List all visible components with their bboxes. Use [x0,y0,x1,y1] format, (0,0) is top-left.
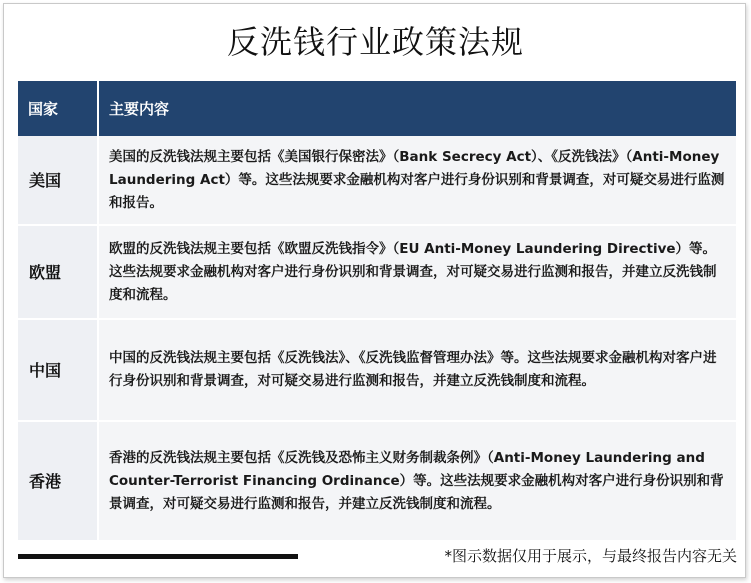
policy-table [18,81,736,542]
content-cell: 香港的反洗钱法规主要包括《反洗钱及恐怖主义财务制裁条例》（Anti-Money Laundering and Counter-Terrorist Financing Ordinance）等。这些法规要求金融机构对客户进行身份识别和背景调查，对可疑交易进行监测和报告，并建立反洗钱制度和流程。 [98,421,736,541]
table-row [18,319,736,421]
content-cell: 欧盟的反洗钱法规主要包括《欧盟反洗钱指令》（EU Anti-Money Laundering Directive）等。这些法规要求金融机构对客户进行身份识别和背景调查，对可疑交易进行监测和报告，并建立反洗钱制度和流程。 [98,225,736,319]
column-header-country: 国家 [18,81,98,136]
column-header-content: 主要内容 [98,81,736,136]
country-cell: 美国 [18,136,98,225]
page-title: 反洗钱行业政策法规 [226,23,524,61]
country-cell: 欧盟 [18,225,98,319]
content-cell: 中国的反洗钱法规主要包括《反洗钱法》、《反洗钱监督管理办法》等。这些法规要求金融机构对客户进行身份识别和背景调查，对可疑交易进行监测和报告，并建立反洗钱制度和流程。 [98,319,736,421]
table-row [18,136,736,225]
footnote: *图示数据仅用于展示，与最终报告内容无关 [444,547,737,565]
footer-divider [18,554,298,559]
table-row [18,225,736,319]
content-cell: 美国的反洗钱法规主要包括《美国银行保密法》（Bank Secrecy Act）、《反洗钱法》（Anti-Money Laundering Act）等。这些法规要求金融机构对客户进行身份识别和背景调查，对可疑交易进行监测和报告。 [98,136,736,225]
table-header-row [18,81,736,136]
country-cell: 中国 [18,319,98,421]
country-cell: 香港 [18,421,98,541]
table-row [18,421,736,541]
